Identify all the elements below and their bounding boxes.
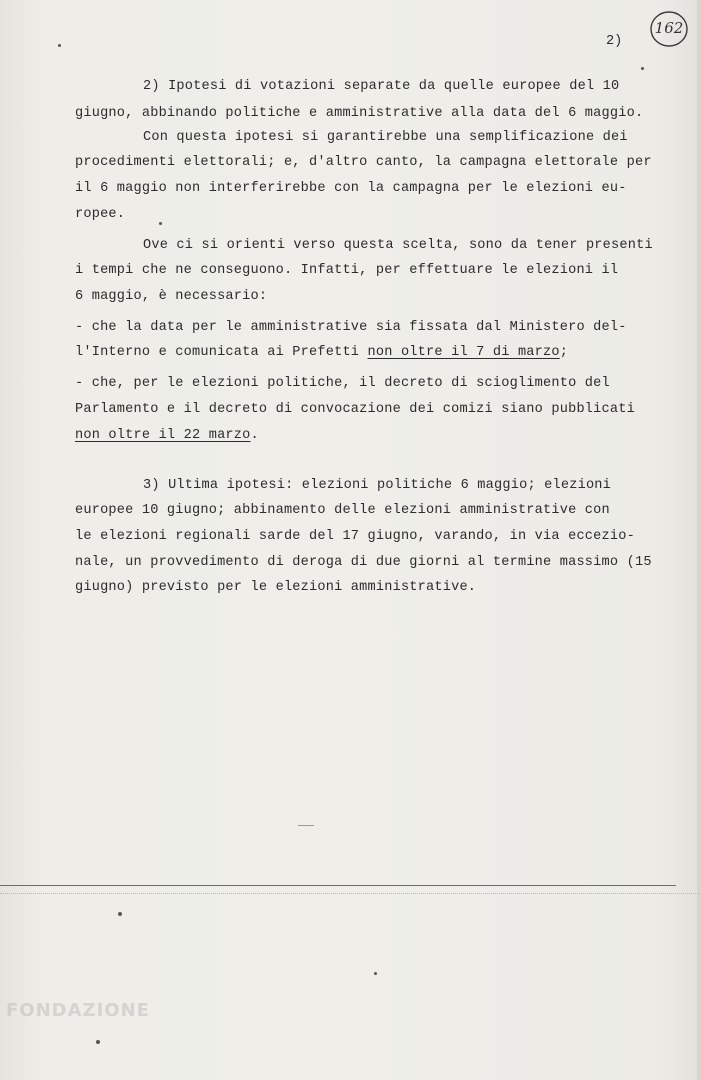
- ink-speck: [58, 44, 61, 47]
- paragraph-2c-line-2: i tempi che ne conseguono. Infatti, per effettuare le elezioni il: [75, 263, 619, 278]
- bullet-2-punct: .: [250, 428, 259, 443]
- bullet-2-line-2: Parlamento e il decreto di convocazione dei comizi siano pubblicati: [75, 402, 635, 417]
- ink-speck: [118, 912, 122, 916]
- paragraph-2c-line-3: 6 maggio, è necessario:: [75, 289, 268, 304]
- page-edge: [697, 0, 701, 1080]
- bullet-1-text: l'Interno e comunicata ai Prefetti: [75, 345, 368, 360]
- paragraph-3-line-2: europee 10 giugno; abbinamento delle elezioni amministrative con: [75, 503, 610, 518]
- paragraph-2-line-1: 2) Ipotesi di votazioni separate da quelle europee del 10: [143, 79, 620, 94]
- paragraph-3-line-5: giugno) previsto per le elezioni amministrative.: [75, 580, 477, 595]
- pen-mark: [298, 825, 314, 826]
- watermark-text: FONDAZIONE: [6, 1000, 150, 1021]
- paragraph-2b-line-4: ropee.: [75, 207, 126, 222]
- dotted-rule: [0, 893, 700, 894]
- ink-speck: [159, 222, 162, 225]
- paragraph-2c-line-1: Ove ci si orienti verso questa scelta, sono da tener presenti: [143, 238, 653, 253]
- bullet-2-line-3: [75, 428, 259, 443]
- paragraph-3-line-4: nale, un provvedimento di deroga di due giorni al termine massimo (15: [75, 555, 652, 570]
- archive-watermark: [6, 1000, 156, 1070]
- paragraph-2b-line-2: procedimenti elettorali; e, d'altro canto, la campagna elettorale per: [75, 155, 652, 170]
- paragraph-2b-line-1: Con questa ipotesi si garantirebbe una semplificazione dei: [143, 130, 628, 145]
- paragraph-3-line-1: 3) Ultima ipotesi: elezioni politiche 6 maggio; elezioni: [143, 478, 612, 493]
- page-number: 2): [606, 34, 623, 49]
- bullet-1-line-1: - che la data per le amministrative sia fissata dal Ministero del-: [75, 320, 627, 335]
- bullet-1-line-2: [75, 345, 568, 360]
- ink-speck: [374, 972, 377, 975]
- paragraph-3-line-3: le elezioni regionali sarde del 17 giugno, varando, in via eccezio-: [75, 529, 635, 544]
- ink-speck: [641, 67, 644, 70]
- page-fold-line: [0, 885, 676, 886]
- stamp-number: 162: [654, 19, 684, 37]
- paragraph-2-line-2: giugno, abbinando politiche e amministrative alla data del 6 maggio.: [75, 106, 644, 121]
- archive-stamp: [648, 8, 690, 50]
- deadline-22-march: non oltre il 22 marzo: [75, 428, 251, 443]
- bullet-1-punct: ;: [559, 345, 569, 360]
- paragraph-2b-line-3: il 6 maggio non interferirebbe con la campagna per le elezioni eu-: [75, 181, 627, 196]
- deadline-7-march: non oltre il 7 di marzo: [367, 345, 560, 360]
- bullet-2-line-1: - che, per le elezioni politiche, il decreto di scioglimento del: [75, 376, 610, 391]
